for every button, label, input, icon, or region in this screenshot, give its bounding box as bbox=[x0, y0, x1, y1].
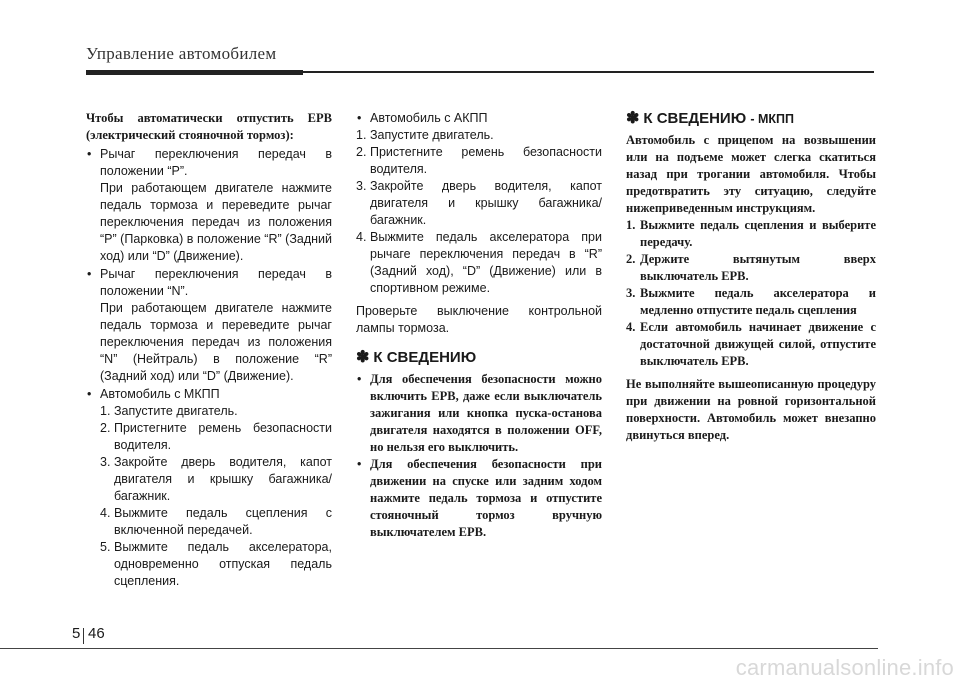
note-heading-suffix: - МКПП bbox=[750, 112, 795, 126]
step-item bbox=[626, 217, 876, 251]
note-star-icon: ✽ bbox=[356, 349, 370, 366]
note-outro: Не выполняйте вышеописанную процедуру при движении на ровной горизонтальной поверхности. Автомобиль может внезапно двинуться вперед. bbox=[626, 377, 876, 442]
note-item bbox=[356, 456, 602, 541]
step-number: 1. bbox=[356, 128, 367, 142]
list-item bbox=[86, 386, 332, 403]
step-item bbox=[86, 539, 332, 590]
note-item-text: Для обеспечения безопасности можно включить EPB, даже если выключатель зажигания или кнопка пуска-останова двигателя находятся в положении OFF, но нельзя его выключить. bbox=[370, 372, 602, 454]
step-item bbox=[86, 454, 332, 505]
page-number: 46 bbox=[88, 625, 105, 642]
step-text: Выжмите педаль акселератора и медленно отпустите педаль сцепления bbox=[640, 286, 876, 317]
step-item bbox=[626, 251, 876, 285]
note-heading bbox=[626, 110, 876, 128]
header-rule-thick bbox=[86, 70, 303, 75]
step-number: 2. bbox=[356, 145, 367, 159]
step-number: 3. bbox=[626, 286, 636, 300]
bullet: • bbox=[357, 457, 362, 471]
step-number: 2. bbox=[626, 252, 636, 266]
step-text: Выжмите педаль сцепления с включенной передачей. bbox=[114, 506, 332, 537]
note-item bbox=[356, 371, 602, 456]
list-item-detail: При работающем двигателе нажмите педаль тормоза и переведите рычаг переключения передач из положения “N” (Нейтраль) в положение “R” (Задний ход) или “D” (Движение). bbox=[100, 301, 332, 383]
step-number: 4. bbox=[626, 320, 636, 334]
watermark: carmanualsonline.info bbox=[735, 655, 954, 680]
step-text: Запустите двигатель. bbox=[114, 404, 238, 418]
note-intro: Автомобиль с прицепом на возвышении или на подъеме может слегка скатиться назад при трогании автомобиля. Чтобы предотвратить эту ситуацию, следуйте нижеприведенным инструкциям. bbox=[626, 133, 876, 215]
step-text: Если автомобиль начинает движение с достаточной движущей силой, отпустите выключатель EPB. bbox=[640, 320, 876, 368]
bullet: • bbox=[357, 111, 362, 125]
step-text: Выжмите педаль акселератора, одновременно отпуская педаль сцепления. bbox=[114, 540, 332, 588]
step-item bbox=[626, 285, 876, 319]
list-item-text: Автомобиль с АКПП bbox=[370, 111, 488, 125]
step-item bbox=[356, 144, 602, 178]
step-item bbox=[626, 319, 876, 370]
step-text: Пристегните ремень безопасности водителя. bbox=[114, 421, 332, 452]
column-right bbox=[626, 110, 876, 444]
note-star-icon: ✽ bbox=[626, 110, 640, 127]
section-heading: Чтобы автоматически отпустить EPB (электрический стояночной тормоз): bbox=[86, 111, 332, 142]
step-text: Держите вытянутым вверх выключатель EPB. bbox=[640, 252, 876, 283]
list-item-text: Рычаг переключения передач в положении “N”. bbox=[100, 267, 332, 298]
paragraph: Проверьте выключение контрольной лампы тормоза. bbox=[356, 304, 602, 335]
note-heading bbox=[356, 349, 602, 367]
step-number: 1. bbox=[100, 404, 111, 418]
step-number: 3. bbox=[100, 455, 111, 469]
step-item bbox=[356, 178, 602, 229]
header-title: Управление автомобилем bbox=[86, 44, 277, 63]
bullet: • bbox=[87, 387, 92, 401]
footer-rule bbox=[0, 648, 878, 649]
step-text: Запустите двигатель. bbox=[370, 128, 494, 142]
step-number: 5. bbox=[100, 540, 111, 554]
list-item bbox=[86, 266, 332, 300]
list-item-text: Автомобиль с МКПП bbox=[100, 387, 220, 401]
page-section-number: 5 bbox=[72, 625, 81, 642]
step-text: Закройте дверь водителя, капот двигателя и крышку багажника/багажник. bbox=[370, 179, 602, 227]
bullet: • bbox=[87, 267, 92, 281]
step-text: Пристегните ремень безопасности водителя. bbox=[370, 145, 602, 176]
step-number: 4. bbox=[356, 230, 367, 244]
step-item bbox=[86, 505, 332, 539]
note-heading-text: К СВЕДЕНИЮ bbox=[643, 110, 747, 127]
note-heading-text: К СВЕДЕНИЮ bbox=[373, 349, 477, 366]
step-number: 3. bbox=[356, 179, 367, 193]
step-number: 4. bbox=[100, 506, 111, 520]
step-number: 1. bbox=[626, 218, 636, 232]
column-middle bbox=[356, 110, 602, 541]
step-item bbox=[356, 127, 602, 144]
bullet: • bbox=[357, 372, 362, 386]
step-text: Закройте дверь водителя, капот двигателя и крышку багажника/багажник. bbox=[114, 455, 332, 503]
step-text: Выжмите педаль сцепления и выберите передачу. bbox=[640, 218, 876, 249]
list-item bbox=[86, 146, 332, 180]
step-number: 2. bbox=[100, 421, 111, 435]
column-left bbox=[86, 110, 332, 590]
step-text: Выжмите педаль акселератора при рычаге переключения передач в “R” (Задний ход), “D” (Движение) или в спортивном режиме. bbox=[370, 230, 602, 295]
step-item bbox=[356, 229, 602, 297]
note-item-text: Для обеспечения безопасности при движении на спуске или задним ходом нажмите педаль тормоза и отпустите стояночный тормоз вручную выключателем EPB. bbox=[370, 457, 602, 539]
step-item bbox=[86, 420, 332, 454]
list-item-detail: При работающем двигателе нажмите педаль тормоза и переведите рычаг переключения передач из положения “P” (Парковка) в положение “R” (Задний ход) или “D” (Движение). bbox=[100, 181, 332, 263]
step-item bbox=[86, 403, 332, 420]
page-number-divider bbox=[83, 628, 84, 644]
list-item bbox=[356, 110, 602, 127]
list-item-text: Рычаг переключения передач в положении “P”. bbox=[100, 147, 332, 178]
bullet: • bbox=[87, 147, 92, 161]
